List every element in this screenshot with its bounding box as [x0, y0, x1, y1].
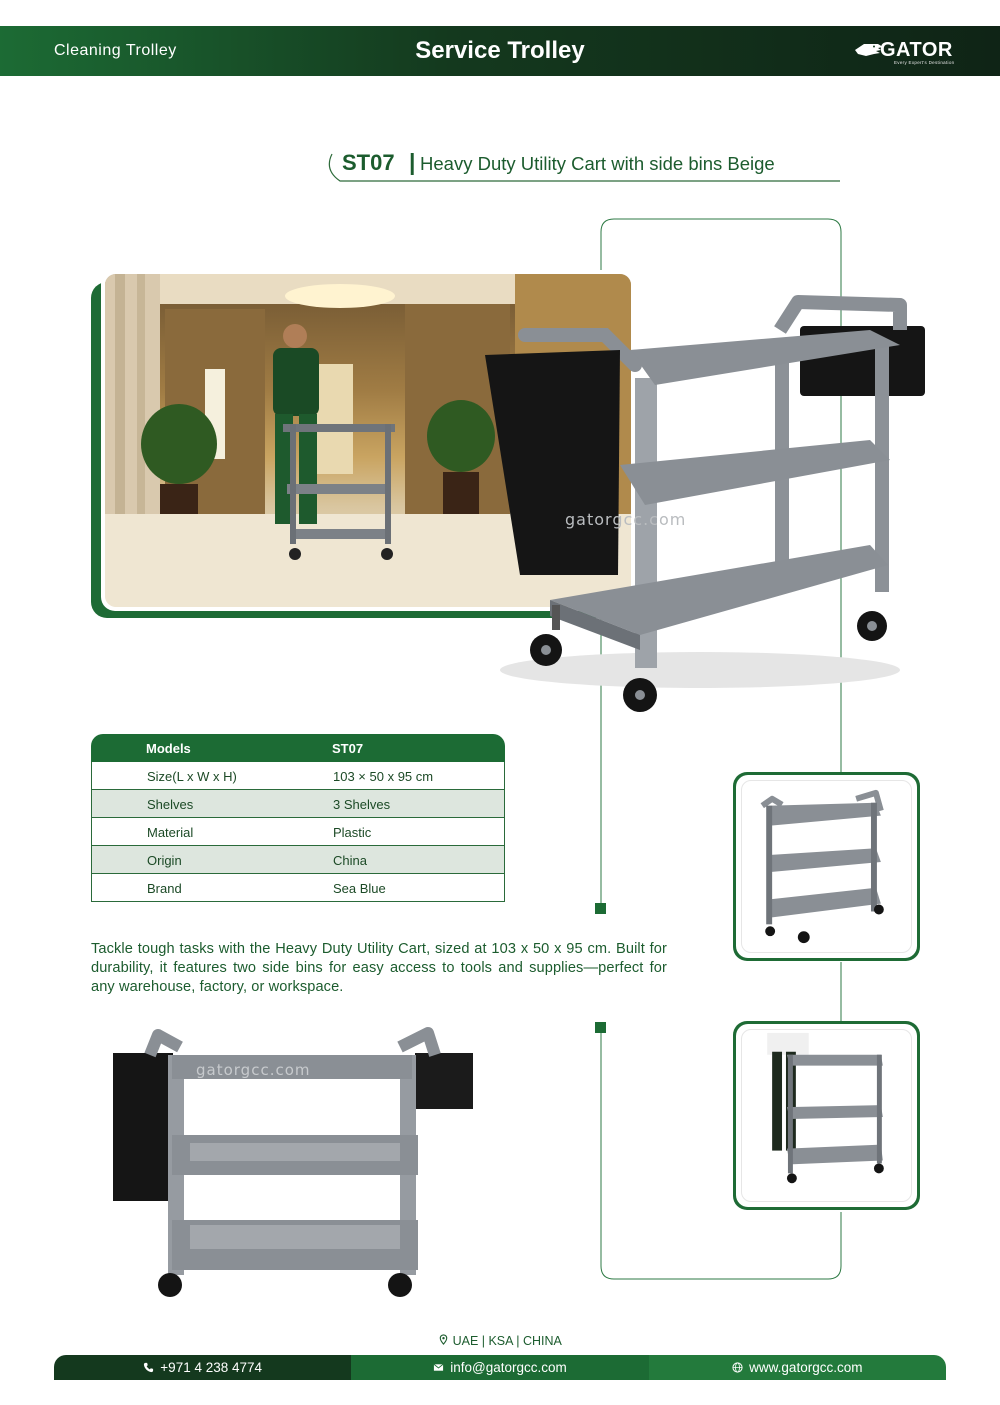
table-row — [91, 790, 505, 818]
table-row — [91, 762, 505, 790]
main-cart-image — [480, 290, 950, 720]
spec-table — [91, 734, 505, 902]
spec-label: Shelves — [147, 797, 194, 812]
product-code: ST07 — [342, 150, 395, 175]
spec-value: Sea Blue — [333, 881, 386, 896]
front-cart-watermark: gatorgcc.com — [196, 1061, 311, 1079]
footer-phone[interactable] — [54, 1355, 351, 1380]
thumbnail-cart-angle-image — [741, 780, 912, 953]
spec-value: 3 Shelves — [333, 797, 391, 812]
spec-header-value: ST07 — [332, 741, 364, 756]
spec-value: 103 × 50 x 95 cm — [333, 769, 434, 784]
spec-label: Material — [147, 825, 194, 840]
country-list — [0, 1334, 1000, 1348]
main-cart-watermark: gatorgcc.com — [565, 510, 687, 529]
location-icon — [438, 1334, 449, 1345]
product-title — [322, 150, 840, 184]
mail-icon — [433, 1362, 444, 1373]
footer-email[interactable] — [351, 1355, 648, 1380]
brand-name: GATOR — [880, 39, 953, 61]
countries-text: UAE | KSA | CHINA — [452, 1334, 562, 1348]
thumbnail-cart-in-use[interactable] — [733, 1021, 920, 1210]
footer-bar — [54, 1355, 946, 1380]
brand-logo — [854, 37, 954, 67]
product-description: Tackle tough tasks with the Heavy Duty Utility Cart, sized at 103 x 50 x 95 cm. Built for durability, it features two side bins for easy access to tools and supplies—perfect for any warehouse, factory, or workspace. — [91, 941, 667, 995]
phone-icon — [143, 1362, 154, 1373]
footer-website-text: www.gatorgcc.com — [749, 1360, 863, 1375]
table-row — [91, 818, 505, 846]
spec-value: Plastic — [333, 825, 372, 840]
spec-label: Brand — [147, 881, 182, 896]
spec-table-header — [91, 734, 505, 762]
thumbnail-cart-angle[interactable] — [733, 772, 920, 961]
header-bar — [0, 26, 1000, 76]
footer-email-text: info@gatorgcc.com — [450, 1360, 567, 1375]
spec-header-label: Models — [146, 741, 191, 756]
spec-value: China — [333, 853, 367, 868]
globe-icon — [732, 1362, 743, 1373]
footer-website[interactable] — [649, 1355, 946, 1380]
spec-label: Origin — [147, 853, 182, 868]
spec-label: Size(L x W x H) — [147, 769, 237, 784]
product-name: Heavy Duty Utility Cart with side bins Beige — [420, 153, 775, 174]
page-title: Service Trolley — [415, 37, 585, 64]
brand-tagline: Every Expert's Destination — [894, 60, 955, 65]
front-cart-image — [110, 1025, 480, 1305]
thumbnail-cart-in-use-image — [741, 1029, 912, 1202]
title-separator: | — [409, 149, 416, 175]
table-row — [91, 846, 505, 874]
category-label: Cleaning Trolley — [54, 42, 177, 59]
footer-phone-text: +971 4 238 4774 — [160, 1360, 263, 1375]
table-row — [91, 874, 505, 902]
